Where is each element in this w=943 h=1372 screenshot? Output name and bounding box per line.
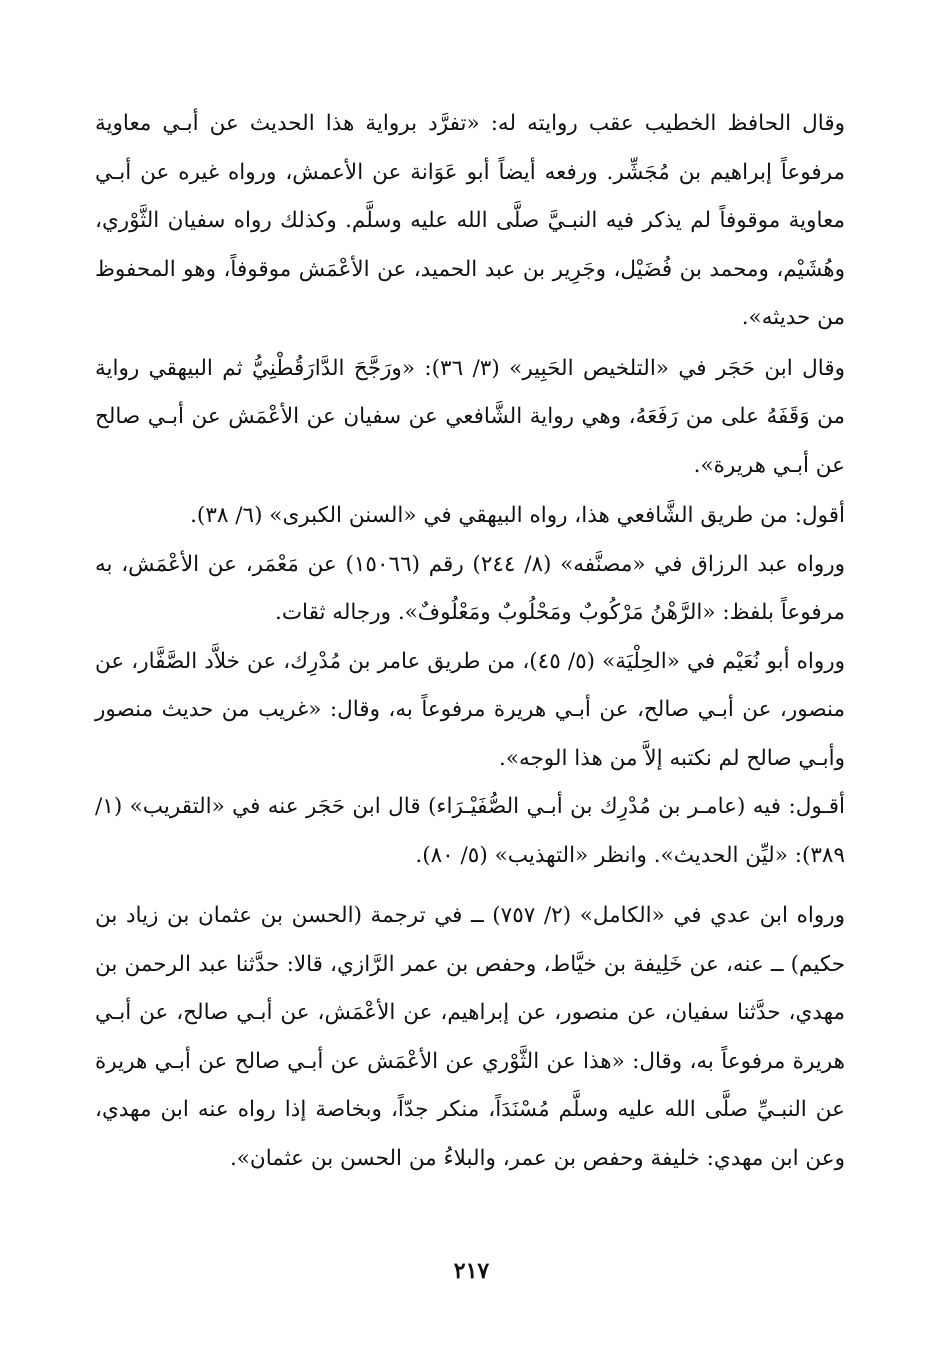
paragraph-khatib-quote: وقال الحافظ الخطيب عقب روايته له: «تفرَّد برواية هذا الحديث عن أبـي معاوية مرفوعاً إبراهيم بن مُجَشِّر. ورفعه أيضاً أبو عَوَانة عن الأعمش، ورواه غيره عن أبـي معاوية موقوفاً لم يذكر فيه النبـيَّ صلَّى الله عليه وسلَّم. وكذلك رواه سفيان الثَّوْري، وهُشَيْم، ومحمد بن فُضَيْل، وجَرِير بن عبد الحميد، عن الأعْمَش موقوفاً، وهو المحفوظ من حديثه». (95, 111, 845, 330)
paragraph-abdulrazzaq: ورواه عبد الرزاق في «مصنَّفه» (٨/ ٢٤٤) رقم (١٥٠٦٦) عن مَعْمَر، عن الأعْمَش، به مرفوعاً بلفظ: «الرَّهْنُ مَرْكُوبٌ ومَحْلُوبٌ ومَعْلُوفٌ». ورجاله ثقات. (95, 551, 845, 625)
page-number: ٢١٧ (453, 1258, 490, 1284)
paragraph-amir-bin-mudrik: أقـول: فيه (عامـر بن مُدْرِك بن أبـي الصُّفَيْـرَاء) قال ابن حَجَر عنه في «التقريب» (١/ ٣٨٩): «ليِّن الحديث». وانظر «التهذيب» (٥/ ٨٠). (95, 794, 845, 868)
page-body (95, 100, 845, 1183)
paragraph-ibn-adi-kamil: ورواه ابن عدي في «الكامل» (٢/ ٧٥٧) ــ في ترجمة (الحسن بن عثمان بن زياد بن حكيم) ــ عنه، عن خَلِيفة بن خيَّاط، وحفص بن عمر الرَّازي، قالا: حدَّثنا عبد الرحمن بن مهدي، حدَّثنا سفيان، عن منصور، عن إبراهيم، عن الأعْمَش، عن أبـي صالح، عن أبـي هريرة مرفوعاً به، وقال: «هذا عن الثَّوْري عن الأعْمَش عن أبـي صالح عن أبـي هريرة عن النبـيِّ صلَّى الله عليه وسلَّم مُسْنَدَاً، منكر جدّاً، وبخاصة إذا رواه عنه ابن مهدي، وعن ابن مهدي: خليفة وحفص بن عمر، والبلاءُ من الحسن بن عثمان». (95, 903, 845, 1171)
paragraph-shafii-route: أقول: من طريق الشَّافعي هذا، رواه البيهقي في «السنن الكبرى» (٦/ ٣٨). (190, 503, 845, 528)
paragraph-abu-nuaym: ورواه أبو نُعَيْم في «الحِلْيَة» (٥/ ٤٥)، من طريق عامر بن مُدْرِك، عن خلاَّد الصَّفَّار، عن منصور، عن أبـي صالح، عن أبـي هريرة مرفوعاً به، وقال: «غريب من حديث منصور وأبـي صالح لم نكتبه إلاَّ من هذا الوجه». (95, 648, 846, 771)
paragraph-ibn-hajar-talkhis: وقال ابن حَجَر في «التلخيص الحَبِير» (٣/ ٣٦): «ورَجَّحَ الدَّارَقُطْنِيُّ ثم البيهقي رواية من وَقَفَهُ على من رَفَعَهُ، وهي رواية الشَّافعي عن سفيان عن الأعْمَش عن أبـي صالح عن أبـي هريرة». (95, 355, 845, 478)
